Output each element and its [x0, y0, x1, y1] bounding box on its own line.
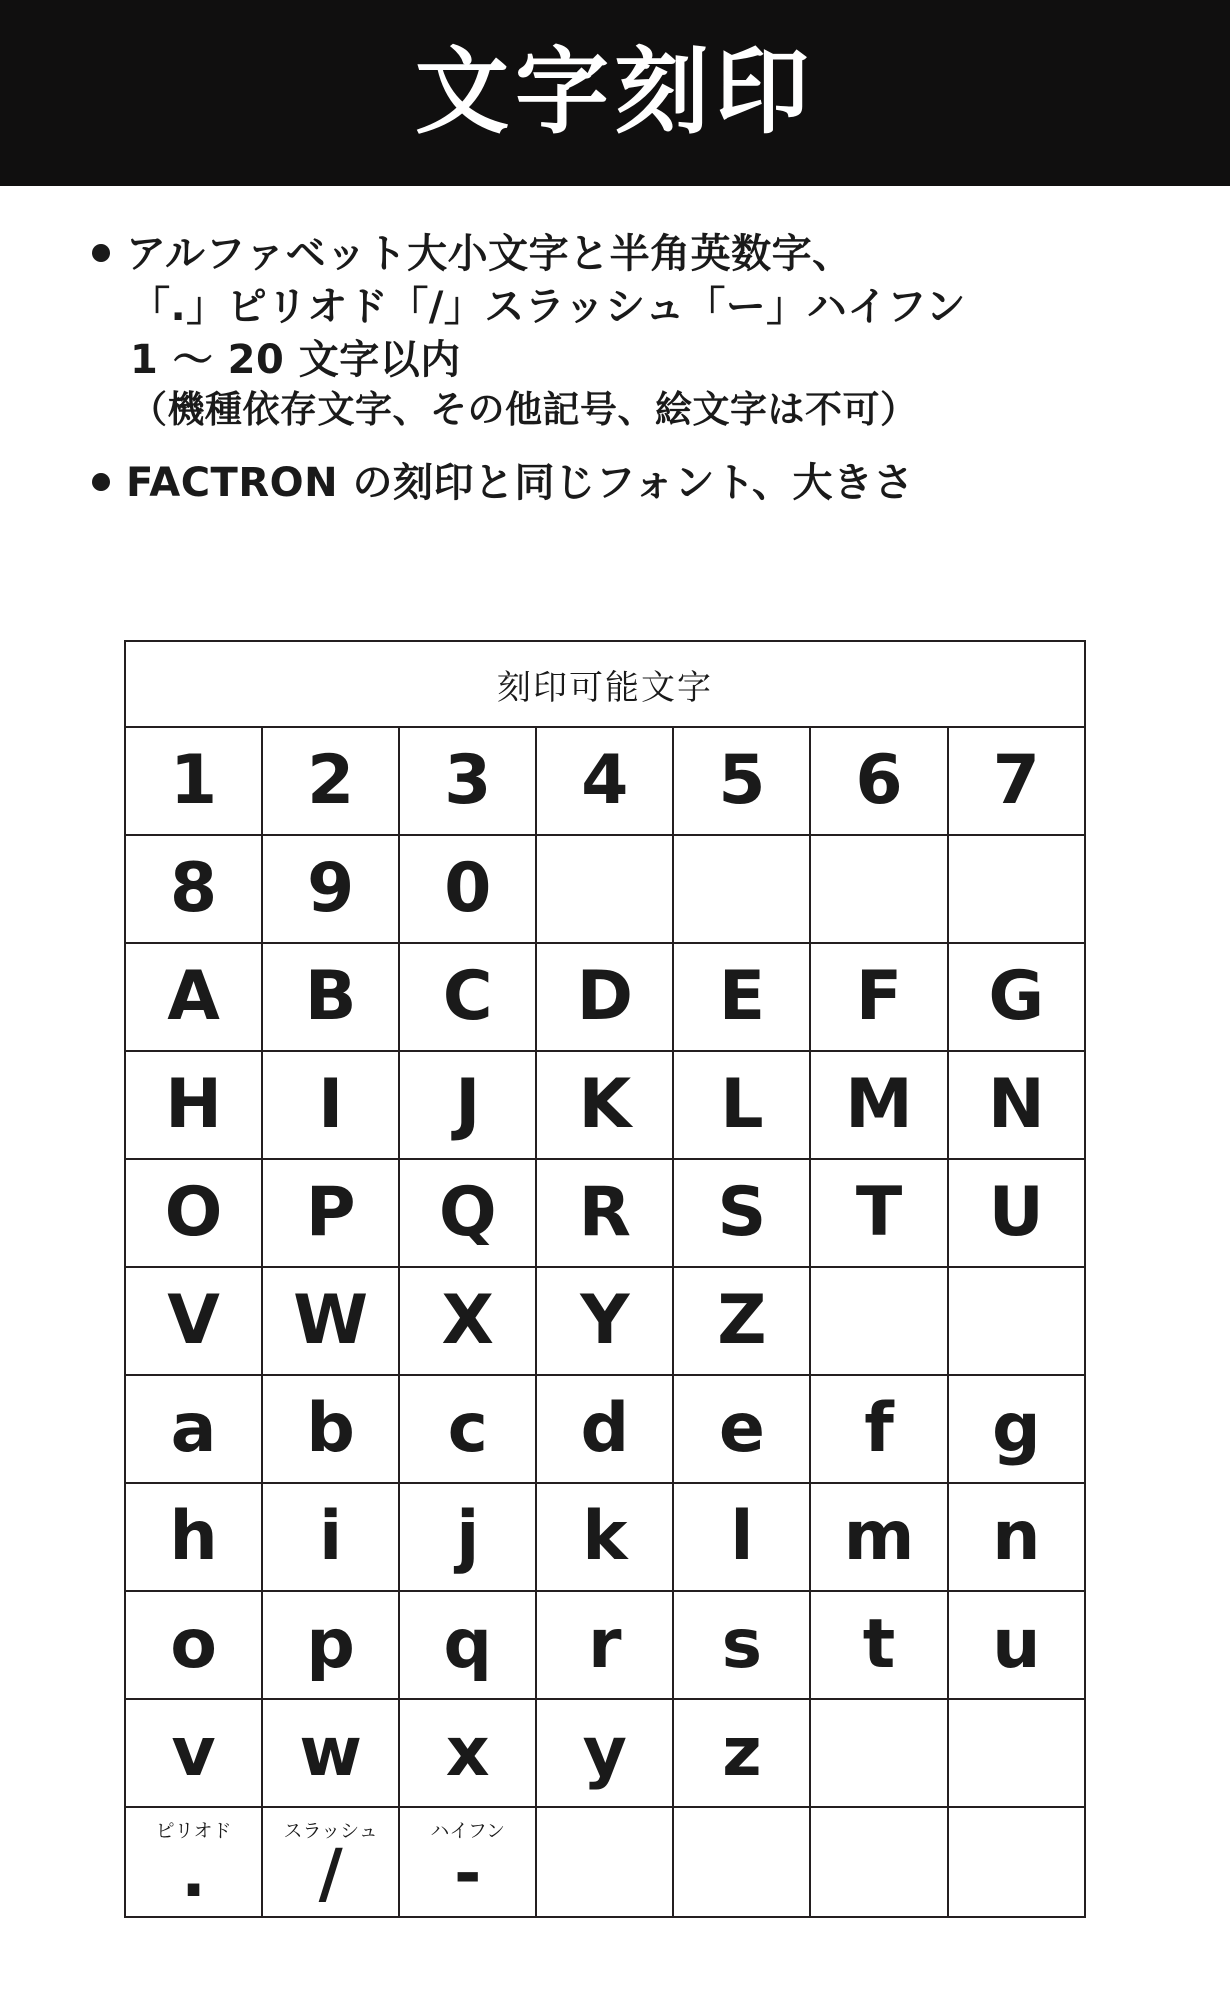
char-glyph: G — [988, 957, 1045, 1036]
table-caption-row — [125, 641, 1085, 727]
symbol-glyph: / — [318, 1835, 343, 1913]
char-glyph: t — [862, 1605, 896, 1684]
char-glyph: W — [293, 1281, 369, 1360]
char-glyph: g — [991, 1389, 1041, 1468]
char-cell — [399, 1699, 536, 1807]
table-row — [125, 1159, 1085, 1267]
char-cell — [810, 727, 947, 835]
char-cell-empty — [810, 835, 947, 943]
bullet-line: アルファベット大小文字と半角英数字、 — [126, 231, 853, 277]
char-glyph: 0 — [444, 849, 492, 928]
char-glyph: 8 — [169, 849, 218, 928]
page-header — [0, 0, 1230, 186]
char-cell — [399, 727, 536, 835]
char-cell — [673, 1699, 810, 1807]
char-glyph: 2 — [306, 741, 355, 820]
char-glyph: Z — [717, 1281, 767, 1360]
symbol-label: スラッシュ — [283, 1820, 378, 1843]
char-cell — [810, 1483, 947, 1591]
bullet-dot-icon — [92, 473, 110, 491]
char-cell — [673, 1375, 810, 1483]
char-glyph: i — [318, 1497, 343, 1576]
char-cell — [810, 1051, 947, 1159]
char-cell — [125, 1375, 262, 1483]
char-cell — [125, 1699, 262, 1807]
char-cell — [399, 1051, 536, 1159]
char-glyph: V — [167, 1281, 220, 1360]
char-glyph: r — [588, 1605, 622, 1684]
available-characters-table — [124, 640, 1086, 1918]
char-glyph: y — [582, 1713, 627, 1792]
char-glyph: 4 — [581, 741, 629, 820]
char-glyph: T — [855, 1173, 903, 1252]
char-cell — [125, 943, 262, 1051]
table-row — [125, 835, 1085, 943]
char-glyph: c — [447, 1389, 488, 1468]
symbol-glyph: . — [181, 1835, 207, 1913]
table-row — [125, 1483, 1085, 1591]
char-glyph: q — [443, 1605, 493, 1684]
char-glyph: D — [576, 957, 634, 1036]
char-cell — [810, 943, 947, 1051]
char-glyph: z — [722, 1713, 762, 1792]
symbol-cell-empty — [948, 1807, 1085, 1917]
char-glyph: Y — [580, 1281, 630, 1360]
char-cell — [810, 1591, 947, 1699]
table-row — [125, 1375, 1085, 1483]
char-cell — [125, 835, 262, 943]
char-glyph: a — [170, 1389, 217, 1468]
char-glyph: 3 — [444, 741, 492, 820]
bullet-item-text — [126, 457, 914, 510]
char-cell — [948, 1375, 1085, 1483]
symbol-row — [125, 1807, 1085, 1917]
char-cell — [262, 835, 399, 943]
char-cell — [948, 1591, 1085, 1699]
char-cell — [262, 1267, 399, 1375]
char-glyph: A — [167, 957, 220, 1036]
char-cell — [673, 727, 810, 835]
char-glyph: o — [170, 1605, 217, 1684]
char-cell — [536, 1699, 673, 1807]
char-glyph: 1 — [169, 741, 218, 820]
char-cell — [399, 1591, 536, 1699]
char-cell — [673, 1159, 810, 1267]
symbol-glyph: - — [454, 1835, 482, 1913]
char-cell — [125, 727, 262, 835]
table-row — [125, 1699, 1085, 1807]
char-glyph: n — [992, 1497, 1041, 1576]
char-glyph: U — [988, 1173, 1044, 1252]
bullet-item-text — [126, 228, 966, 435]
char-glyph: v — [171, 1713, 216, 1792]
bullet-line: （機種依存文字、その他記号、絵文字は不可） — [130, 388, 918, 432]
char-cell — [125, 1591, 262, 1699]
bullet-dot-icon — [92, 244, 110, 262]
char-glyph: E — [718, 957, 766, 1036]
char-glyph: Q — [438, 1173, 497, 1252]
symbol-cell-empty — [673, 1807, 810, 1917]
bullet-item — [92, 228, 1152, 435]
char-cell — [948, 1159, 1085, 1267]
symbol-label: ピリオド — [155, 1820, 232, 1843]
char-cell — [262, 1375, 399, 1483]
char-glyph: x — [445, 1713, 490, 1792]
char-cell-empty — [948, 1267, 1085, 1375]
char-cell — [262, 943, 399, 1051]
char-glyph: R — [578, 1173, 632, 1252]
char-cell — [536, 1483, 673, 1591]
symbol-label: ハイフン — [430, 1820, 506, 1843]
char-cell — [262, 1051, 399, 1159]
char-glyph: s — [721, 1605, 763, 1684]
char-glyph: I — [317, 1065, 344, 1144]
table-row — [125, 1591, 1085, 1699]
table-row — [125, 1051, 1085, 1159]
bullet-item — [92, 457, 1152, 510]
bullet-line: FACTRON の刻印と同じフォント、大きさ — [126, 460, 914, 507]
spec-bullet-list — [92, 228, 1152, 520]
char-glyph: k — [582, 1497, 628, 1576]
char-glyph: d — [580, 1389, 630, 1468]
char-glyph: j — [456, 1497, 480, 1576]
symbol-cell-empty — [536, 1807, 673, 1917]
char-cell — [399, 943, 536, 1051]
char-cell — [536, 1375, 673, 1483]
char-glyph: C — [442, 957, 493, 1036]
table-caption: 刻印可能文字 — [125, 641, 1085, 727]
char-glyph: 9 — [306, 849, 355, 928]
char-cell — [399, 1483, 536, 1591]
char-cell — [399, 1159, 536, 1267]
symbol-cell — [262, 1807, 399, 1917]
char-cell — [262, 1591, 399, 1699]
char-glyph: f — [864, 1389, 894, 1468]
char-cell — [262, 1483, 399, 1591]
char-cell — [536, 727, 673, 835]
char-cell-empty — [810, 1267, 947, 1375]
char-cell — [536, 1051, 673, 1159]
char-cell — [673, 1051, 810, 1159]
char-glyph: P — [305, 1173, 356, 1252]
char-cell — [810, 1159, 947, 1267]
char-cell — [125, 1483, 262, 1591]
char-cell — [125, 1267, 262, 1375]
table-row — [125, 727, 1085, 835]
char-glyph: e — [718, 1389, 765, 1468]
char-cell — [399, 1375, 536, 1483]
char-cell — [125, 1159, 262, 1267]
char-cell — [399, 1267, 536, 1375]
char-glyph: 7 — [992, 741, 1040, 820]
char-glyph: O — [164, 1173, 223, 1252]
symbol-cell — [399, 1807, 536, 1917]
char-cell — [262, 1159, 399, 1267]
char-cell — [536, 943, 673, 1051]
char-cell-empty — [536, 835, 673, 943]
char-cell — [536, 1159, 673, 1267]
char-cell — [673, 1591, 810, 1699]
char-glyph: p — [306, 1605, 355, 1684]
char-glyph: b — [306, 1389, 355, 1468]
char-cell — [673, 943, 810, 1051]
char-cell — [262, 727, 399, 835]
char-cell — [262, 1699, 399, 1807]
char-cell — [948, 1483, 1085, 1591]
char-cell-empty — [810, 1699, 947, 1807]
char-glyph: H — [165, 1065, 222, 1144]
char-glyph: m — [843, 1497, 915, 1576]
char-cell — [948, 1051, 1085, 1159]
char-glyph: B — [304, 957, 357, 1036]
char-glyph: 5 — [718, 741, 766, 820]
char-glyph: J — [455, 1065, 481, 1144]
char-cell — [125, 1051, 262, 1159]
symbol-cell-empty — [810, 1807, 947, 1917]
char-glyph: K — [578, 1065, 632, 1144]
char-glyph: w — [299, 1713, 363, 1792]
char-cell — [536, 1267, 673, 1375]
char-glyph: S — [717, 1173, 767, 1252]
char-glyph: X — [441, 1281, 494, 1360]
char-glyph: L — [720, 1065, 764, 1144]
char-glyph: h — [169, 1497, 218, 1576]
char-cell — [399, 835, 536, 943]
bullet-line: 1 〜 20 文字以内 — [130, 336, 461, 383]
char-glyph: N — [987, 1065, 1045, 1144]
char-cell — [673, 1267, 810, 1375]
char-cell-empty — [673, 835, 810, 943]
table-row — [125, 943, 1085, 1051]
symbol-cell — [125, 1807, 262, 1917]
table-row — [125, 1267, 1085, 1375]
char-cell — [948, 943, 1085, 1051]
char-cell-empty — [948, 835, 1085, 943]
char-cell — [810, 1375, 947, 1483]
char-glyph: l — [730, 1497, 754, 1576]
bullet-line: 「.」ピリオド「/」スラッシュ「ー」ハイフン — [130, 283, 967, 330]
char-glyph: 6 — [855, 741, 903, 820]
char-glyph: F — [855, 957, 903, 1036]
char-cell-empty — [948, 1699, 1085, 1807]
char-glyph: u — [992, 1605, 1041, 1684]
char-cell — [673, 1483, 810, 1591]
page-title: 文字刻印 — [414, 38, 815, 147]
char-cell — [948, 727, 1085, 835]
char-glyph: M — [845, 1065, 913, 1144]
char-cell — [536, 1591, 673, 1699]
